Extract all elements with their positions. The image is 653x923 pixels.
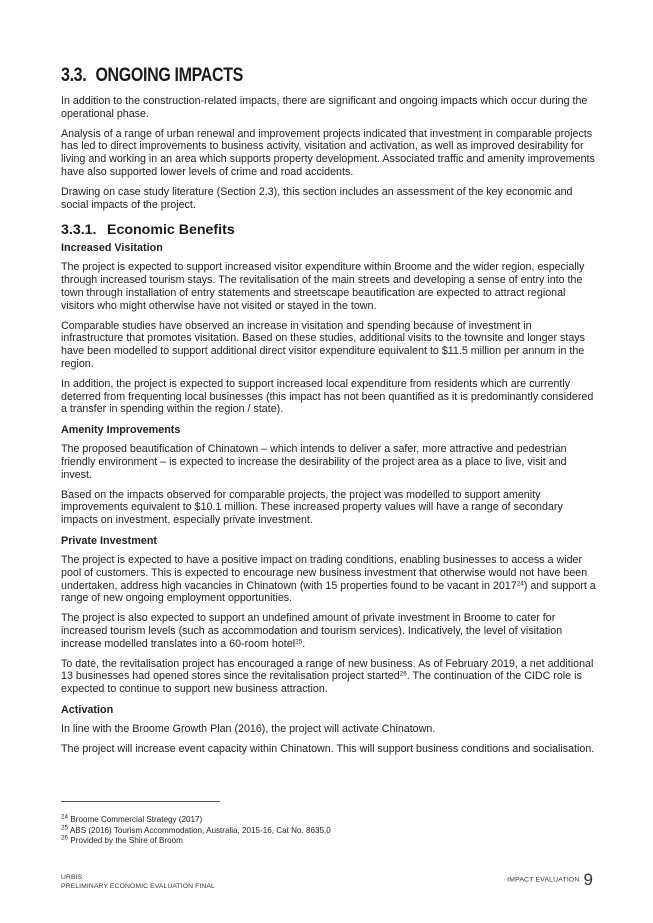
- paragraph: The project is also expected to support an undefined amount of private investment in Broome to cater for increased tourism levels (such as accommodation and tourism services). Indicatively, the level of visitation increase modelled translates into a 60-room hotel$^{25}$.: [61, 612, 563, 650]
- paragraph: Drawing on case study literature (Section 2.3), this section includes an assessment of the key economic and social impacts of the project.: [61, 185, 573, 211]
- footer-report-title: PRELIMINARY ECONOMIC EVALUATION FINAL: [61, 883, 215, 890]
- paragraph: To date, the revitalisation project has encouraged a range of new business. As of February 2019, a net additional 13 businesses had opened stores since the revitalisation project started$^{26}$. The continuation of the CIDC role is expected to continue to support new business attraction.: [61, 657, 594, 696]
- page-number: 9: [583, 870, 593, 889]
- paragraph: The proposed beautification of Chinatown – which intends to deliver a safer, more attractive and pedestrian friendly environment – is expected to increase the desirability of the project area as a place to live, visit and invest.: [61, 443, 567, 481]
- footnote-ref[interactable]: 26: [399, 670, 407, 678]
- footer-left: [61, 873, 215, 891]
- section-number: 3.3.: [61, 64, 87, 86]
- paragraph: Comparable studies have observed an increase in visitation and spending because of investment in infrastructure that promotes visitation. Based on these studies, additional visits to the townsite and longer stays have been modelled to support additional direct visitor expenditure equivalent to $11.5 million per annum in the region.: [61, 319, 585, 370]
- footnote-divider: [61, 801, 220, 802]
- paragraph: The project is expected to have a positive impact on trading conditions, enabling businesses to access a wider pool of customers. This is expected to encourage new business investment that otherwise would not have been undertaken, address high vacancies in Chinatown (with 15 properties found to be vacant in 2017$^{24}$) and support a range of new ongoing employment opportunities.: [61, 553, 596, 605]
- footer-org: URBIS: [61, 874, 83, 881]
- section-heading: [61, 62, 500, 88]
- section-title: ONGOING IMPACTS: [95, 64, 244, 86]
- amenity-improvements-heading: Amenity Improvements: [61, 424, 181, 437]
- paragraph: The project will increase event capacity within Chinatown. This will support business conditions and socialisation.: [61, 742, 595, 755]
- paragraph: In addition to the construction-related impacts, there are significant and ongoing impacts which occur during the operational phase.: [61, 95, 588, 120]
- paragraph: In addition, the project is expected to support increased local expenditure from residents which are currently deterred from frequenting local businesses (this impact has not been quantified as it is predominantly considered a transfer in spending within the region / state).: [61, 377, 594, 416]
- private-investment-heading: Private Investment: [61, 534, 158, 547]
- subsection-number: 3.3.1.: [61, 222, 97, 239]
- footnote: $^{25}$ ABS (2016) Tourism Accommodation, Australia, 2015-16, Cat No. 8635.0: [61, 824, 331, 835]
- footnote: $^{26}$ Provided by the Shire of Broom: [61, 834, 183, 846]
- subsection-title: Economic Benefits: [107, 222, 235, 239]
- paragraph: In line with the Broome Growth Plan (2016), the project will activate Chinatown.: [61, 722, 436, 735]
- increased-visitation-heading: Increased Visitation: [61, 242, 163, 255]
- footnotes: [61, 815, 331, 847]
- paragraph: Based on the impacts observed for comparable projects, the project was modelled to support amenity improvements equivalent to $10.1 million. These increased property values will have a range of secondary impacts on investment, especially private investment.: [61, 488, 563, 527]
- footer-right: [507, 870, 593, 890]
- footer-chapter: IMPACT EVALUATION: [507, 876, 580, 884]
- body-content: [61, 62, 596, 762]
- activation-heading: Activation: [61, 703, 114, 716]
- footnote-ref[interactable]: 25: [295, 638, 303, 646]
- paragraph: The project is expected to support increased visitor expenditure within Broome and the wider region, especially through increased tourism stays. The revitalisation of the main streets and developing a sense of entry into the town through installation of entry statements and streetscape beautification are expected to attract regional visitors who might otherwise have not visited or stayed in the town.: [61, 261, 585, 312]
- paragraph: Analysis of a range of urban renewal and improvement projects indicated that investment in comparable projects has led to direct improvements to business activity, visitation and activation, as well as improved desirability for living and working in an area which supports property development. Associated traffic and amenity improvements have also supported lower levels of crime and road accidents.: [61, 127, 595, 178]
- subsection-heading: [61, 221, 596, 239]
- footnote: $^{24}$ Broome Commercial Strategy (2017): [61, 813, 203, 824]
- footnote-ref[interactable]: 24: [516, 580, 524, 588]
